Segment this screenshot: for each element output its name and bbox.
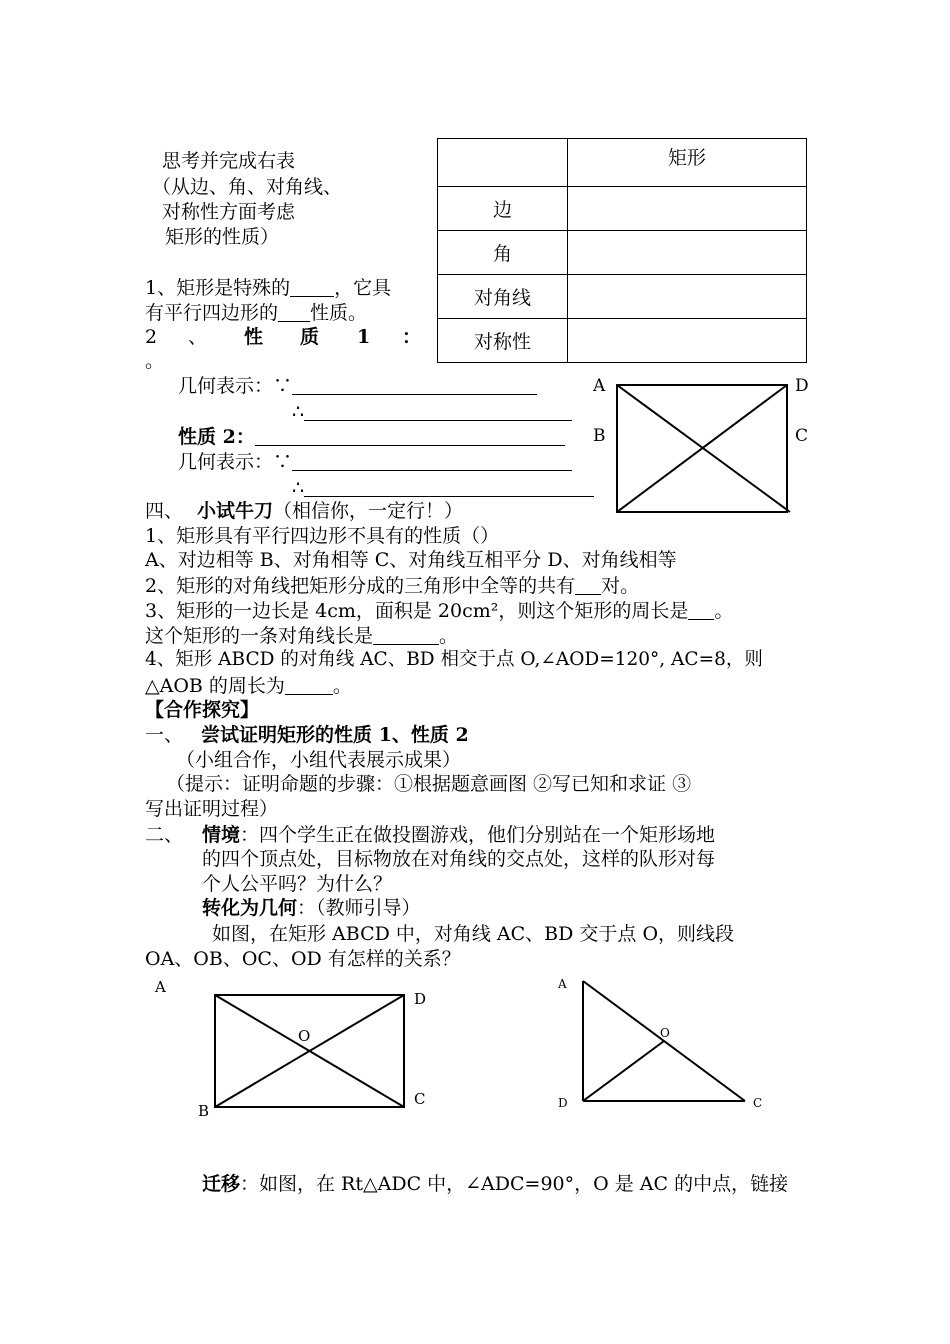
rectangle-figure-1 xyxy=(617,385,790,512)
q-text: 。 xyxy=(714,600,734,622)
table-row-label: 对称性 xyxy=(438,319,568,363)
fig2-label-d: D xyxy=(414,990,427,1008)
fig3-label-d: D xyxy=(558,1096,568,1110)
median-do xyxy=(583,1041,664,1101)
right-triangle-figure xyxy=(583,981,745,1101)
fig1-label-c: C xyxy=(795,426,809,446)
fig1-label-d: D xyxy=(795,376,809,396)
section-num: 四、 xyxy=(145,500,184,522)
q-text: 这个矩形的一条对角线长是 xyxy=(145,625,374,647)
geo-label: 几何表示： xyxy=(178,451,274,473)
table-row-label: 边 xyxy=(438,187,568,231)
intro-line: 对称性方面考虑 xyxy=(162,201,296,223)
q1-text: 性质。 xyxy=(310,302,368,324)
q-text: 。 xyxy=(332,675,352,697)
transform-sub: ：（教师引导） xyxy=(297,897,421,919)
q1-text: 1、矩形是特殊的 xyxy=(145,277,291,299)
coop-s2-line2: 的四个顶点处，目标物放在对角线的交点处，这样的队形对每 xyxy=(202,848,716,870)
scenario-text: ：四个学生正在做投圈游戏，他们分别站在一个矩形场地 xyxy=(240,824,716,846)
section-title: 小试牛刀 xyxy=(197,500,274,522)
coop-hint: （提示：证明命题的步骤：①根据题意画图 ②写已知和求证 ③ xyxy=(166,773,692,795)
q2-num: 2 xyxy=(145,326,158,348)
q1-text: ，它具 xyxy=(334,277,392,299)
q2-sep: 、 xyxy=(188,326,208,348)
because-symbol: ∵ xyxy=(273,451,293,473)
scenario-label: 情境 xyxy=(202,824,241,846)
s4-options: A、对边相等 B、对角相等 C、对角线互相平分 D、对角线相等 xyxy=(145,549,677,571)
coop-s2-num: 二、 xyxy=(145,824,184,846)
q2-char: 性 xyxy=(244,326,264,348)
transfer-text: ：如图，在 Rt△ADC 中，∠ADC=90°，O 是 AC 的中点，链接 xyxy=(240,1173,789,1195)
section-title: 尝试证明矩形的性质 1、性质 2 xyxy=(201,724,469,746)
fig3-label-o: O xyxy=(660,1026,670,1040)
fig2-label-a: A xyxy=(155,978,166,996)
question-line-1: 如图，在矩形 ABCD 中，对角线 AC、BD 交于点 O，则线段 xyxy=(212,923,735,945)
q1-text: 有平行四边形的 xyxy=(145,302,279,324)
q-text: 对。 xyxy=(601,575,640,597)
rectangle-figure-2 xyxy=(215,995,404,1107)
table-row-label: 对角线 xyxy=(438,275,568,319)
q-text: △AOB 的周长为 xyxy=(145,675,285,697)
intro-line: （从边、角、对角线、 xyxy=(152,176,343,198)
transfer-label: 迁移 xyxy=(202,1173,241,1195)
intro-line: 矩形的性质） xyxy=(165,226,280,248)
section-sub: （相信你，一定行！） xyxy=(273,500,464,522)
q-text: 。 xyxy=(439,625,459,647)
table-row-label: 角 xyxy=(438,231,568,275)
prop2-label: 性质 2： xyxy=(178,426,255,448)
transform-label: 转化为几何 xyxy=(202,897,298,919)
s4-question-1: 1、矩形具有平行四边形不具有的性质（） xyxy=(145,525,500,547)
coop-heading: 【合作探究】 xyxy=(145,699,260,721)
fig2-label-c: C xyxy=(414,1090,426,1108)
question-line-2: OA、OB、OC、OD 有怎样的关系？ xyxy=(145,948,461,970)
fig1-label-b: B xyxy=(593,426,606,446)
fig2-label-b: B xyxy=(198,1102,210,1120)
fig3-label-c: C xyxy=(753,1096,763,1110)
table-header-rectangle: 矩形 xyxy=(568,139,807,187)
fig2-label-o: O xyxy=(298,1027,311,1045)
q2-period: 。 xyxy=(145,350,165,372)
coop-hint-2: 写出证明过程） xyxy=(145,798,279,820)
because-symbol: ∵ xyxy=(273,375,293,397)
section-num: 一、 xyxy=(145,724,184,746)
s4-question-4: 4、矩形 ABCD 的对角线 AC、BD 相交于点 O,∠AOD=120°, AC=8，则 xyxy=(145,649,763,670)
coop-s1-sub: （小组合作，小组代表展示成果） xyxy=(176,749,462,771)
fig1-label-a: A xyxy=(593,376,606,396)
q2-colon: ： xyxy=(402,326,422,348)
q2-char: 质 xyxy=(300,326,320,348)
intro-line: 思考并完成右表 xyxy=(162,150,296,172)
q-text: 2、矩形的对角线把矩形分成的三角形中全等的共有 xyxy=(145,575,576,597)
q2-char: 1 xyxy=(357,326,371,348)
therefore-symbol: ∴ xyxy=(292,477,305,499)
fig3-label-a: A xyxy=(558,977,567,991)
q-text: 3、矩形的一边长是 4cm，面积是 20cm²，则这个矩形的周长是 xyxy=(145,600,689,622)
coop-s2-line3: 个人公平吗？为什么？ xyxy=(202,873,393,895)
geo-label: 几何表示： xyxy=(178,375,274,397)
therefore-symbol: ∴ xyxy=(292,401,305,423)
